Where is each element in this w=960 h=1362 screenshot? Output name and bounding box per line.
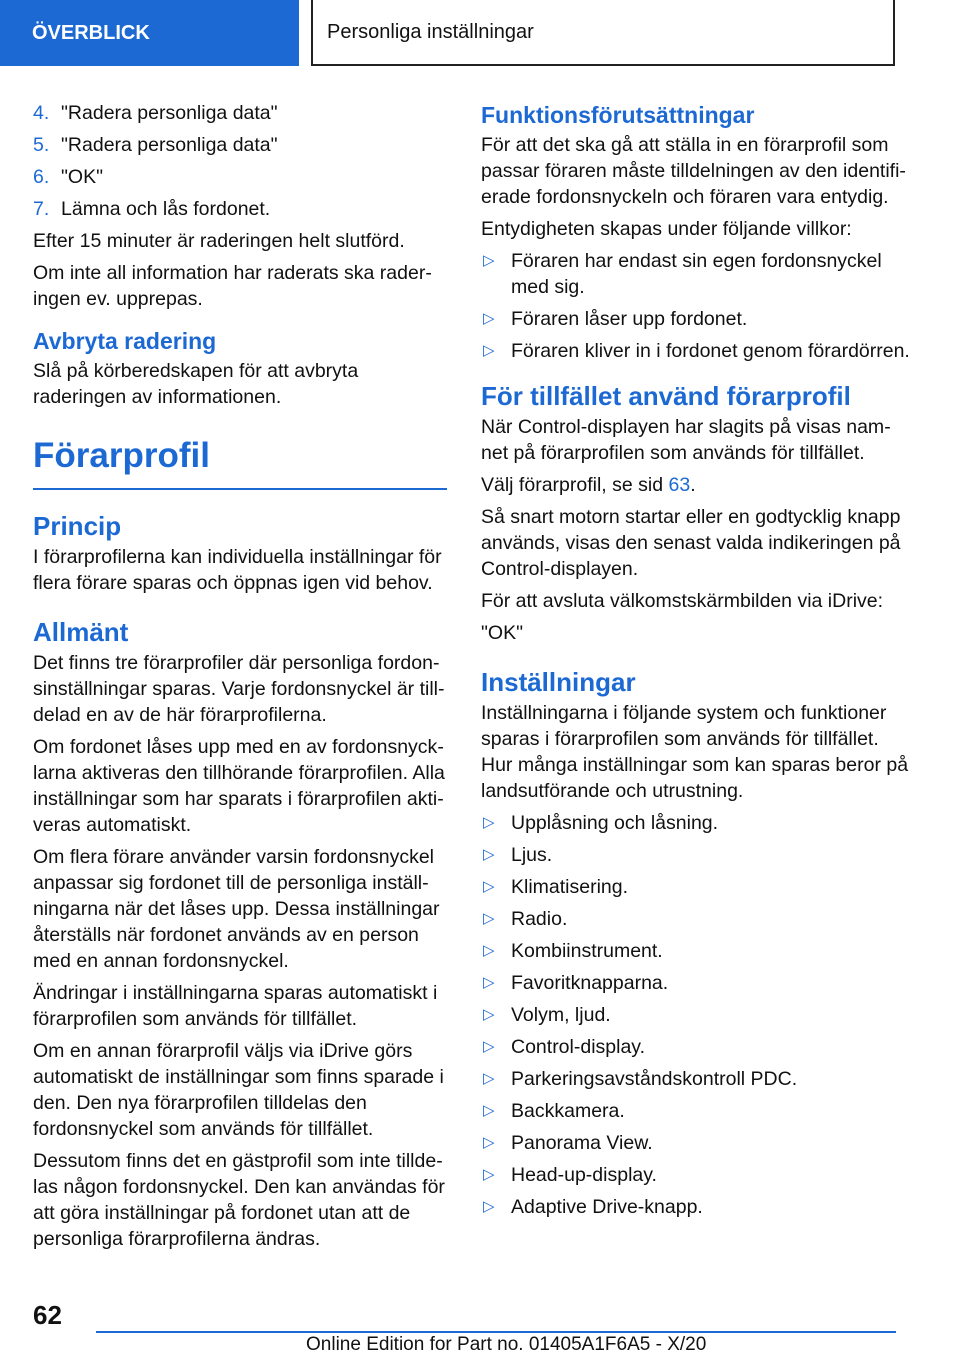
triangle-bullet-icon: ▷: [483, 1198, 495, 1215]
list-item: [481, 1066, 911, 1092]
list-item: [481, 1130, 911, 1156]
heading-settings: Inställningar: [481, 667, 636, 697]
heading-current-profile: För tillfället använd förarprofil: [481, 381, 851, 411]
right-column: [481, 100, 911, 1226]
list-item-text: Panorama View.: [511, 1132, 653, 1154]
footer-divider: [96, 1331, 896, 1333]
step-number: 5.: [33, 134, 50, 156]
step-number: 4.: [33, 102, 50, 124]
paragraph: Det finns tre förarprofiler där personliga fordonsinställningar sparas. Varje fordonsnyckel är tilldelad en av de här förarprofilerna.: [33, 652, 445, 726]
triangle-bullet-icon: ▷: [483, 342, 495, 359]
paragraph: När Control-displayen har slagits på visas namnet på förarprofilen som används för tillfället.: [481, 416, 891, 464]
list-item-text: Radio.: [511, 908, 568, 930]
list-item: [481, 1162, 911, 1188]
list-item: [481, 970, 911, 996]
step-item: [33, 100, 447, 126]
list-item-text: Föraren kliver in i fordonet genom förardörren.: [511, 340, 910, 362]
triangle-bullet-icon: ▷: [483, 1166, 495, 1183]
triangle-bullet-icon: ▷: [483, 814, 495, 831]
step-item: [33, 132, 447, 158]
list-item: [481, 810, 911, 836]
list-item: [481, 248, 911, 300]
paragraph: Om inte all information har raderats ska raderingen ev. upprepas.: [33, 262, 432, 310]
paragraph: Efter 15 minuter är raderingen helt slutförd.: [33, 230, 405, 252]
paragraph: För att avsluta välkomstskärmbilden via iDrive:: [481, 590, 884, 612]
step-text: "OK": [61, 166, 104, 188]
paragraph: Om en annan förarprofil väljs via iDrive görs automatiskt de inställningar som finns sparade i den. Den nya förarprofilen tilldelas den fordonsnyckel som används för tillfället.: [33, 1040, 444, 1140]
paragraph: Ändringar i inställningarna sparas automatiskt i förarprofilen som används för tillfället.: [33, 982, 438, 1030]
heading-prerequisites: Funktionsförutsättningar: [481, 102, 755, 128]
paragraph: Om flera förare använder varsin fordonsnyckel anpassar sig fordonet till de personliga inställningarna när det låses upp. Dessa inställningar återställs när fordonet används av en person med en annan fordonsnyckel.: [33, 846, 440, 972]
list-item: [481, 1194, 911, 1220]
list-item-text: Control-display.: [511, 1036, 646, 1058]
list-item-text: Favoritknapparna.: [511, 972, 669, 994]
section-tab[interactable]: ÖVERBLICK: [0, 0, 299, 66]
list-item-text: Backkamera.: [511, 1100, 625, 1122]
heading-driver-profile: Förarprofil: [33, 436, 447, 490]
left-column: [33, 100, 447, 1258]
triangle-bullet-icon: ▷: [483, 1070, 495, 1087]
list-item: [481, 306, 911, 332]
list-item: [481, 938, 911, 964]
step-text: "Radera personliga data": [61, 134, 278, 156]
paragraph-with-link: [481, 472, 911, 498]
paragraph: Entydigheten skapas under följande villkor:: [481, 218, 852, 240]
paragraph: Så snart motorn startar eller en godtycklig knapp används, visas den senast valda indikeringen på Control-displayen.: [481, 506, 901, 580]
list-item-text: Parkeringsavståndskontroll PDC.: [511, 1068, 798, 1090]
triangle-bullet-icon: ▷: [483, 878, 495, 895]
page-number: 62: [33, 1300, 62, 1330]
triangle-bullet-icon: ▷: [483, 1134, 495, 1151]
list-item: [481, 1002, 911, 1028]
triangle-bullet-icon: ▷: [483, 974, 495, 991]
link-suffix: .: [690, 474, 696, 496]
step-text: "Radera personliga data": [61, 102, 278, 124]
edition-text: Online Edition for Part no. 01405A1F6A5 - X/20: [306, 1334, 707, 1355]
step-text: Lämna och lås fordonet.: [61, 198, 271, 220]
page-link[interactable]: 63: [668, 474, 691, 496]
triangle-bullet-icon: ▷: [483, 310, 495, 327]
paragraph: Om fordonet låses upp med en av fordonsnycklarna aktiveras den tillhörande förarprofilen. Alla inställningar som har sparats i förarprofilen aktiveras automatiskt.: [33, 736, 445, 836]
page-header: [0, 0, 960, 66]
list-item-text: Föraren har endast sin egen fordonsnyckel med sig.: [511, 250, 882, 298]
paragraph: Slå på körberedskapen för att avbryta raderingen av informationen.: [33, 360, 359, 408]
list-item: [481, 842, 911, 868]
list-item: [481, 1034, 911, 1060]
list-item: [481, 1098, 911, 1124]
heading-principle: Princip: [33, 511, 122, 541]
paragraph: Inställningarna i följande system och funktioner sparas i förarprofilen som används för tillfället. Hur många inställningar som kan sparas beror på landsutförande och utrustning.: [481, 702, 909, 802]
list-item: [481, 338, 911, 364]
paragraph: Dessutom finns det en gästprofil som inte tilldelas någon fordonsnyckel. Den kan användas för att göra inställningar på fordonet utan att de personliga förarprofilerna ändras.: [33, 1150, 445, 1250]
paragraph: "OK": [481, 622, 524, 644]
triangle-bullet-icon: ▷: [483, 942, 495, 959]
link-prefix: Välj förarprofil, se sid: [481, 474, 669, 496]
step-item: [33, 196, 447, 222]
triangle-bullet-icon: ▷: [483, 1102, 495, 1119]
list-item-text: Föraren låser upp fordonet.: [511, 308, 748, 330]
step-item: [33, 164, 447, 190]
triangle-bullet-icon: ▷: [483, 1038, 495, 1055]
triangle-bullet-icon: ▷: [483, 910, 495, 927]
step-number: 6.: [33, 166, 50, 188]
triangle-bullet-icon: ▷: [483, 252, 495, 269]
list-item: [481, 874, 911, 900]
heading-abort: Avbryta radering: [33, 328, 217, 354]
list-item-text: Ljus.: [511, 844, 553, 866]
heading-general: Allmänt: [33, 617, 129, 647]
settings-list: [481, 810, 911, 1220]
list-item-text: Kombiinstrument.: [511, 940, 663, 962]
paragraph: I förarprofilerna kan individuella inställningar för flera förare sparas och öppnas igen vid behov.: [33, 546, 442, 594]
list-item-text: Klimatisering.: [511, 876, 629, 898]
list-item-text: Adaptive Drive-knapp.: [511, 1196, 703, 1218]
paragraph: För att det ska gå att ställa in en förarprofil som passar föraren måste tilldelningen av den identifierade fordonsnyckeln och föraren vara entydig.: [481, 134, 906, 208]
chapter-title: Personliga inställningar: [311, 0, 895, 66]
list-item-text: Volym, ljud.: [511, 1004, 611, 1026]
list-item-text: Upplåsning och låsning.: [511, 812, 719, 834]
list-item-text: Head-up-display.: [511, 1164, 657, 1186]
triangle-bullet-icon: ▷: [483, 1006, 495, 1023]
list-item: [481, 906, 911, 932]
step-number: 7.: [33, 198, 50, 220]
triangle-bullet-icon: ▷: [483, 846, 495, 863]
